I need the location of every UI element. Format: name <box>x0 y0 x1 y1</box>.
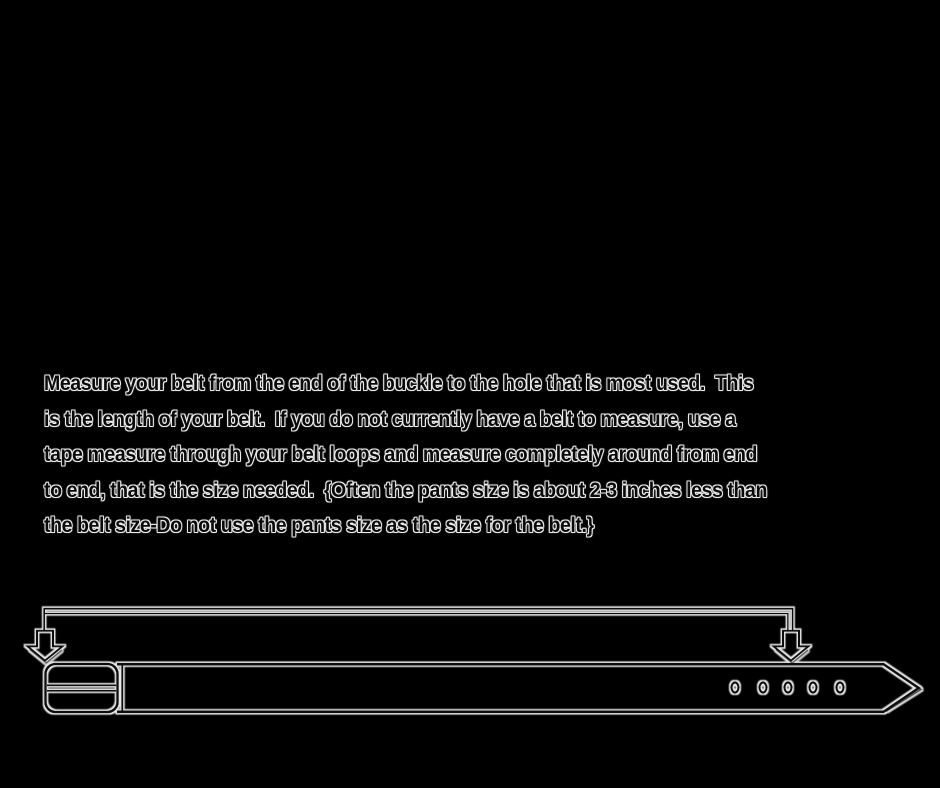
belt-hole <box>810 683 817 693</box>
belt-hole <box>837 683 844 693</box>
measurement-bracket <box>44 609 792 630</box>
instruction-line-2: is the length of your belt. If you do not currently have a belt to measure, use a <box>44 407 736 431</box>
right-down-arrow-icon <box>774 631 809 663</box>
belt-hole <box>732 683 739 693</box>
belt-holes <box>732 683 844 693</box>
belt-buckle <box>46 664 118 712</box>
instruction-line-3: tape measure through your belt loops and measure completely around from end <box>44 443 758 466</box>
belt-strap <box>117 664 921 712</box>
instruction-line-4: to end, that is the size needed. {Often the pants size is about 2-3 inches less than <box>44 478 768 502</box>
instruction-line-5: the belt size-Do not use the pants size as the size for the belt.} <box>44 514 594 537</box>
belt-hole <box>785 683 792 693</box>
left-down-arrow-icon <box>28 631 63 663</box>
belt-hole <box>760 683 767 693</box>
instruction-line-1: Measure your belt from the end of the buckle to the hole that is most used. This <box>44 372 754 395</box>
